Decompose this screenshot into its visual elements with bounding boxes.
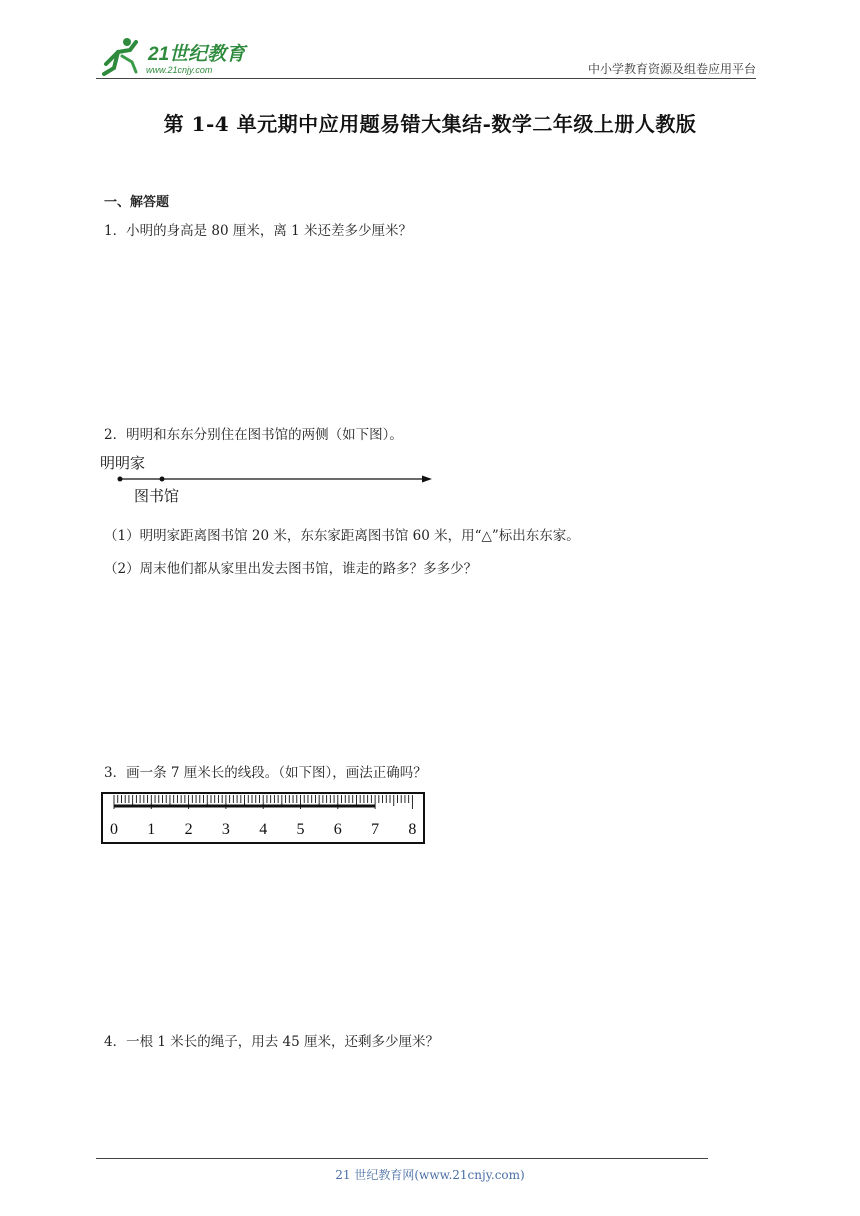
logo-url-text: www.21cnjy.com (146, 65, 213, 75)
footer-text: 21 世纪教育网(www.21cnjy.com) (335, 1168, 525, 1182)
ruler-label: 7 (371, 821, 380, 838)
library-label: 图书馆 (134, 487, 180, 505)
library-figure (98, 452, 438, 510)
site-slogan: 中小学教育资源及组卷应用平台 (587, 62, 756, 76)
section-heading: 一、解答题 (104, 195, 170, 210)
ruler-label: 0 (110, 821, 118, 838)
library-point (160, 477, 165, 482)
ruler-label: 1 (147, 821, 156, 838)
question-4: 4．一根 1 米长的绳子，用去 45 厘米，还剩多少厘米？ (104, 1034, 440, 1050)
ruler-figure (101, 792, 425, 844)
question-2-sub-2: （2）周末他们都从家里出发去图书馆，谁走的路多？多多少？ (104, 561, 478, 577)
ruler-label: 5 (296, 821, 305, 838)
home-point (118, 477, 123, 482)
ruler-label: 2 (184, 821, 193, 838)
header-divider (96, 78, 756, 79)
question-2: 2．明明和东东分别住在图书馆的两侧（如下图）。 (104, 427, 403, 443)
footer-divider (96, 1158, 708, 1159)
arrow-head-icon (422, 476, 432, 483)
site-logo (96, 34, 256, 78)
ruler-label: 3 (221, 821, 230, 838)
ruler-label: 4 (259, 821, 268, 838)
runner-logo-icon (96, 34, 256, 78)
question-1: 1．小明的身高是 80 厘米，离 1 米还差多少厘米？ (104, 223, 413, 239)
ruler-label: 6 (333, 821, 342, 838)
document-title: 第 1-4 单元期中应用题易错大集结-数学二年级上册人教版 (163, 112, 697, 136)
question-3: 3．画一条 7 厘米长的线段。（如下图），画法正确吗？ (104, 765, 427, 781)
question-2-sub-1: （1）明明家距离图书馆 20 米，东东家距离图书馆 60 米，用“△”标出东东家。 (104, 528, 580, 544)
logo-text: 21世纪教育 (148, 44, 246, 65)
home-label: 明明家 (100, 454, 146, 472)
ruler-label: 8 (408, 821, 417, 838)
